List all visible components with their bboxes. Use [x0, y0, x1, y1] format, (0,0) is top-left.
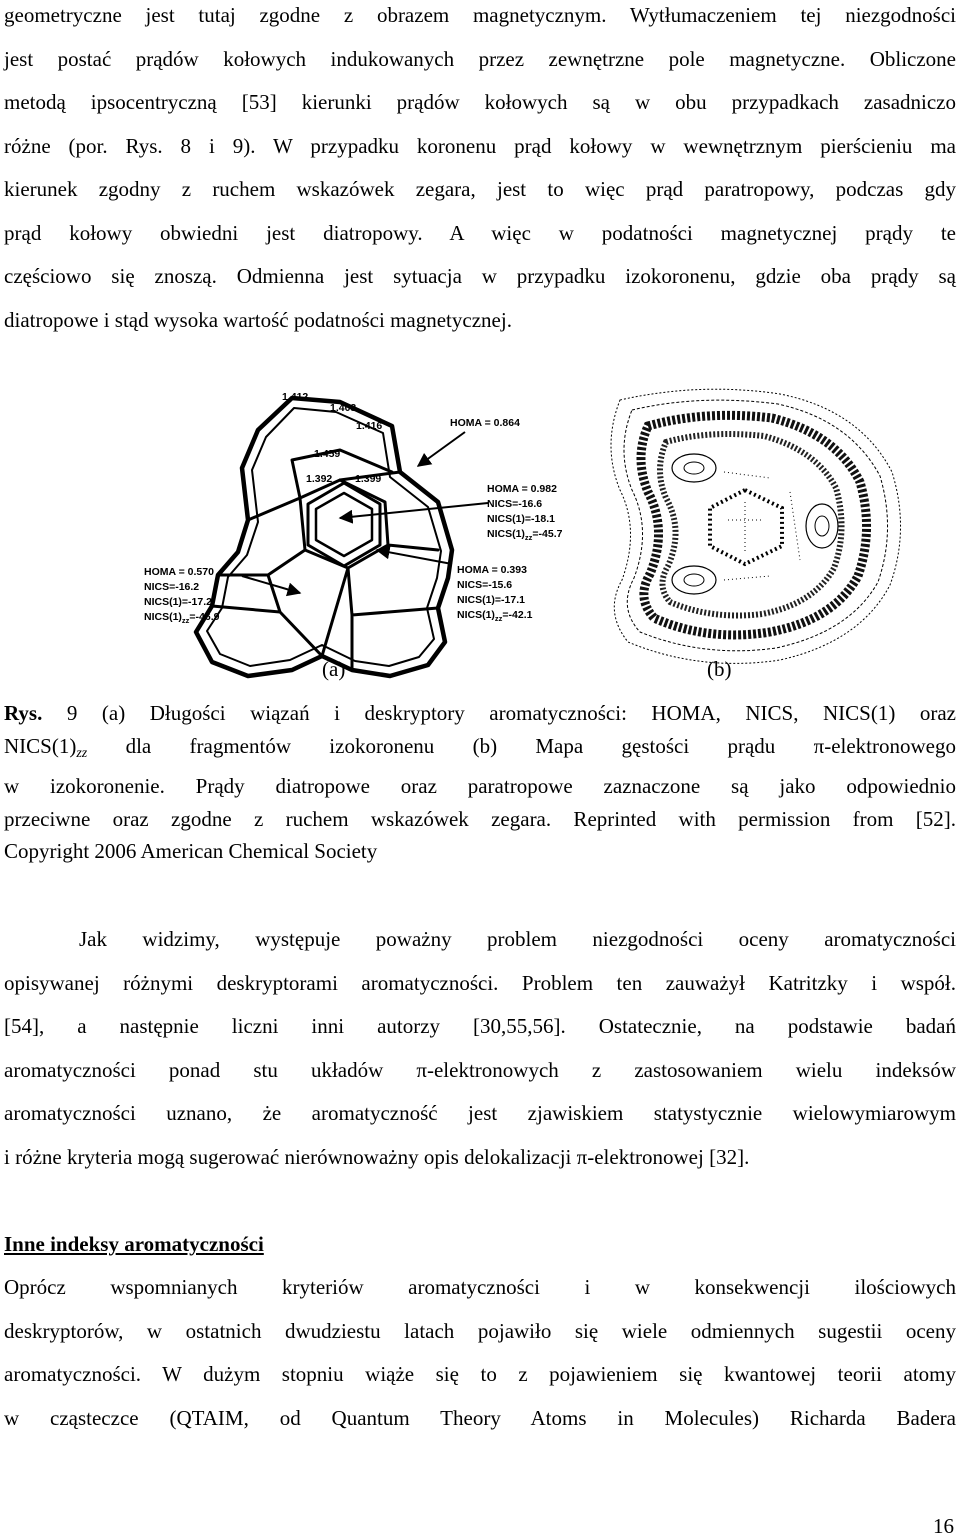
text-line: diatropowe i stąd wysoka wartość podatności magnetycznej. — [4, 307, 512, 332]
arrow — [242, 576, 300, 593]
caption-line: Copyright 2006 American Chemical Society — [4, 839, 378, 863]
text-line: deskryptorów, w ostatnich dwudziestu latach pojawiło się wiele odmiennych sugestii oceny — [4, 1318, 956, 1343]
nics-value: NICS=-15.6 — [457, 579, 513, 591]
homa-label-top: HOMA = 0.864 — [450, 417, 520, 429]
bond-length-label: 1.399 — [355, 473, 382, 485]
text-line: opisywanej różnymi deskryptorami aromatyczności. Problem ten zauważył Katritzky i współ. — [4, 970, 956, 995]
text-line: kierunek zgodny z ruchem wskazówek zegara, jest to więc prąd paratropowy, podczas gdy — [4, 177, 956, 201]
central-hexagon-inner — [316, 493, 372, 556]
paragraph-1 — [4, 0, 956, 342]
panel-b-label: (b) — [707, 657, 732, 681]
nics1-value: NICS(1)=-18.1 — [487, 513, 555, 525]
nics-value: NICS=-16.2 — [144, 581, 200, 593]
caption-line: przeciwne oraz zgodne z ruchem wskazówek zegara. Reprinted with permission from [52]. — [4, 806, 956, 831]
nicszz-value: $NICS(1)_{zz}=-42.1$ — [457, 609, 533, 623]
panel-a-label: (a) — [322, 657, 346, 681]
text-line: metodą ipsocentryczną [53] kierunki prądów kołowych są w obu przypadkach zasadniczo — [4, 90, 956, 114]
text-line: i różne kryteria mogą sugerować nierównoważny opis delokalizacji π-elektronowej [32]. — [4, 1144, 750, 1169]
text-line: aromatyczności. W dużym stopniu wiąże się to z pojawieniem się kwantowej teorii atomy — [4, 1362, 956, 1386]
text-line: geometryczne jest tutaj zgodne z obrazem magnetycznym. Wytłumaczeniem tej niezgodności — [4, 3, 956, 27]
text-line: w cząsteczce (QTAIM, od Quantum Theory Atoms in Molecules) Richarda Badera — [4, 1405, 956, 1430]
nicszz-value: $NICS(1)_{zz}=-46.9$ — [144, 611, 220, 625]
descriptors-bottom-ring — [457, 564, 533, 623]
caption-line: w izokoronenie. Prądy diatropowe oraz paratropowe zaznaczone są jako odpowiednio — [4, 774, 956, 798]
text-line: aromatyczności uznano, że aromatyczność jest zjawiskiem statystycznie wielowymiarowym — [4, 1101, 956, 1125]
arrow — [340, 503, 488, 518]
caption-text: NICS(1) — [4, 733, 77, 758]
caption-line — [4, 730, 956, 771]
bond-length-label: 1.459 — [314, 448, 341, 460]
caption-text: dla fragmentów izokoronenu (b) Mapa gęstości prądu π-elektronowego — [87, 733, 956, 758]
paragraph-3 — [4, 1266, 956, 1440]
text-line: częściowo się znoszą. Odmienna jest sytuacja w przypadku izokoronenu, gdzie oba prądy są — [4, 264, 956, 288]
page-number: 16 — [933, 1514, 954, 1538]
homa-value: HOMA = 0.570 — [144, 566, 214, 578]
text-line: różne (por. Rys. 8 i 9). W przypadku koronenu prąd kołowy w wewnętrznym pierścieniu ma — [4, 133, 956, 158]
homa-value: HOMA = 0.982 — [487, 483, 557, 495]
paragraph-2 — [4, 918, 956, 1179]
bond-length-label: 1.392 — [306, 473, 333, 485]
descriptors-left-ring — [144, 566, 220, 625]
text-line: aromatyczności ponad stu układów π-elektronowych z zastosowaniem wielu indeksów — [4, 1057, 956, 1082]
nics1-value: NICS(1)=-17.2 — [144, 596, 212, 608]
text-line: [54], a następnie liczni inni autorzy [30,55,56]. Ostatecznie, na podstawie badań — [4, 1014, 956, 1038]
bond-length-label: 1.403 — [330, 402, 357, 414]
caption-line — [4, 697, 956, 730]
descriptors-right-ring — [487, 483, 563, 542]
figure-caption — [4, 697, 956, 868]
arrow — [418, 432, 465, 466]
isocoronene-structure — [196, 398, 452, 676]
nics1-value: NICS(1)=-17.1 — [457, 594, 525, 606]
figure-9 — [0, 380, 960, 690]
outer-perimeter — [196, 398, 452, 676]
text-line: Jak widzimy, występuje poważny problem niezgodności oceny aromatyczności — [79, 927, 956, 951]
homa-value: HOMA = 0.393 — [457, 564, 527, 576]
text-line: Oprócz wspomnianych kryteriów aromatyczności i w konsekwencji ilościowych — [4, 1275, 956, 1299]
bond-length-label: 1.416 — [356, 420, 383, 432]
text-line: prąd kołowy obwiedni jest diatropowy. A więc w podatności magnetycznej prądy te — [4, 220, 956, 245]
caption-text: 9 (a) Długości wiązań i deskryptory aromatyczności: HOMA, NICS, NICS(1) oraz — [42, 701, 956, 725]
caption-label: Rys. — [4, 701, 43, 725]
text-line: jest postać prądów kołowych indukowanych przez zewnętrzne pole magnetyczne. Obliczone — [4, 46, 956, 71]
section-heading: Inne indeksy aromatyczności — [4, 1232, 264, 1256]
bond-length-label: 1.412 — [282, 391, 309, 403]
current-density-map — [611, 389, 901, 663]
nicszz-value: $NICS(1)_{zz}=-45.7$ — [487, 528, 563, 542]
subscript: zz — [76, 745, 88, 761]
nics-value: NICS=-16.6 — [487, 498, 543, 510]
